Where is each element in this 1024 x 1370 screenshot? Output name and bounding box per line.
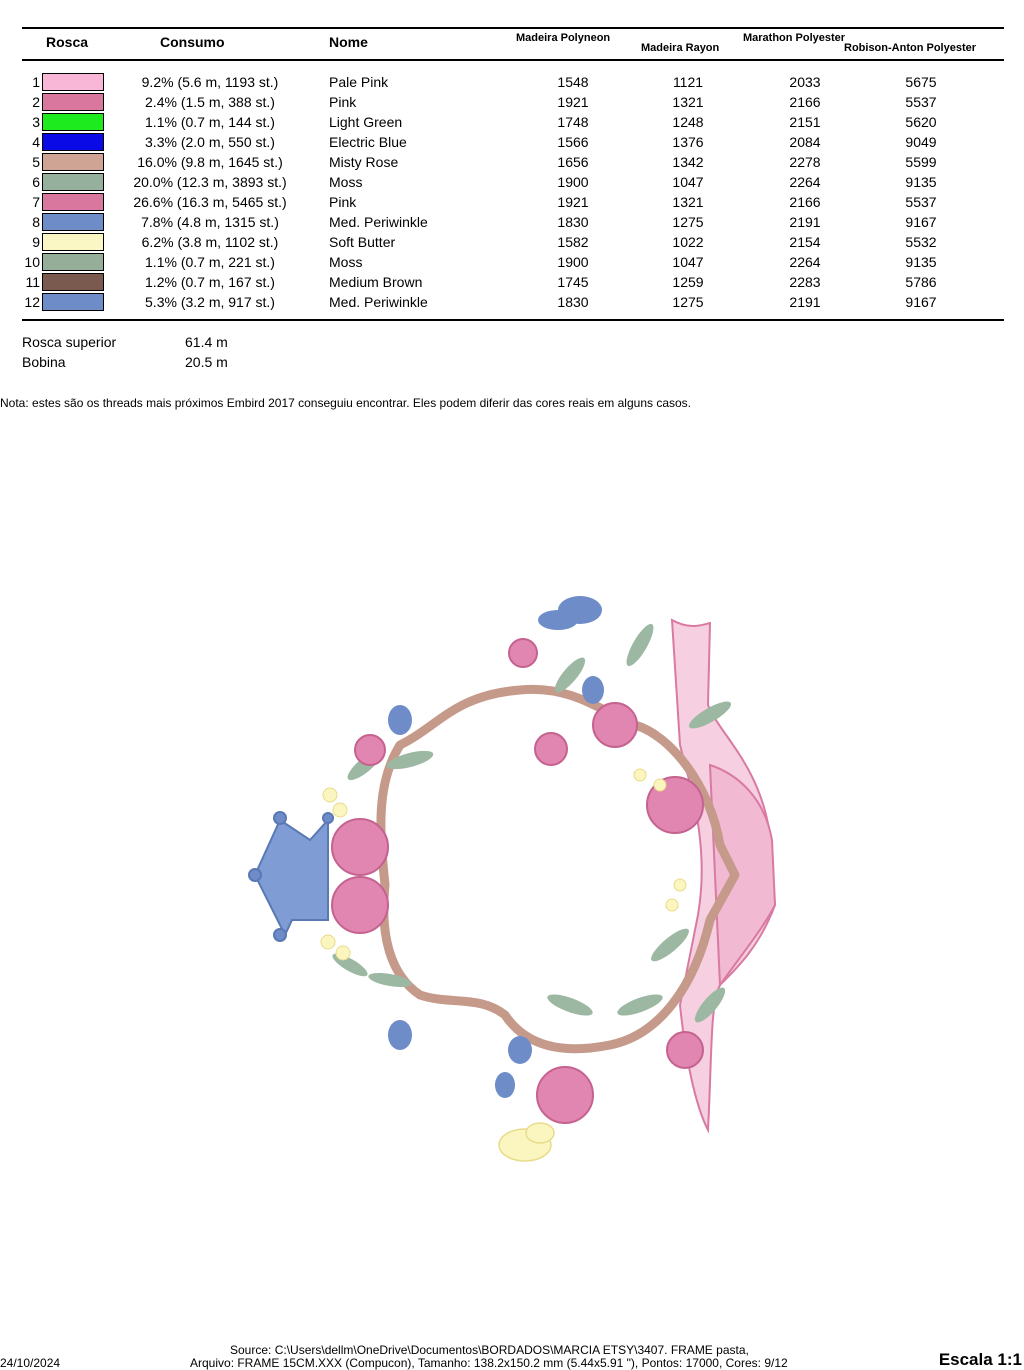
header-robison-anton: Robison-Anton Polyester <box>844 42 977 54</box>
robison-anton-code: 5599 <box>905 154 937 170</box>
table-row <box>0 72 1024 92</box>
footer-date: 24/10/2024 <box>0 1356 61 1370</box>
thread-number: 2 <box>32 94 40 110</box>
thread-number: 9 <box>32 234 40 250</box>
marathon-polyester-code: 2283 <box>789 274 821 290</box>
thread-name: Pale Pink <box>329 74 389 90</box>
thread-number: 1 <box>32 74 40 90</box>
table-row <box>0 112 1024 132</box>
butterfly-yellow-icon <box>499 1123 554 1161</box>
thread-name: Pink <box>329 94 357 110</box>
madeira-rayon-code: 1248 <box>672 114 704 130</box>
marathon-polyester-code: 2264 <box>789 254 821 270</box>
madeira-polyneon-code: 1656 <box>557 154 589 170</box>
color-swatch <box>42 193 104 211</box>
marathon-polyester-code: 2154 <box>789 234 821 250</box>
color-swatch <box>42 293 104 311</box>
thread-name: Medium Brown <box>329 274 423 290</box>
robison-anton-code: 5537 <box>905 94 937 110</box>
scale-label: Escala 1:1 <box>938 1350 1022 1369</box>
madeira-rayon-code: 1022 <box>672 234 704 250</box>
table-row <box>0 172 1024 192</box>
crown-icon <box>249 812 333 941</box>
header-marathon-polyester: Marathon Polyester <box>743 32 846 44</box>
thread-number: 3 <box>32 114 40 130</box>
madeira-polyneon-code: 1921 <box>557 194 589 210</box>
thread-number: 5 <box>32 154 40 170</box>
madeira-rayon-code: 1047 <box>672 174 704 190</box>
madeira-polyneon-code: 1900 <box>557 174 589 190</box>
thread-number: 4 <box>32 134 40 150</box>
thread-name: Moss <box>329 254 363 270</box>
header-consumo: Consumo <box>160 34 225 50</box>
marathon-polyester-code: 2264 <box>789 174 821 190</box>
footer-file-info: Arquivo: FRAME 15CM.XXX (Compucon), Tamanho: 138.2x150.2 mm (5.44x5.91 "), Pontos: 17000, Cores: 9/12 <box>190 1356 788 1370</box>
thread-number: 12 <box>24 294 40 310</box>
consumption: 5.3% (3.2 m, 917 st.) <box>145 294 275 310</box>
table-row <box>0 232 1024 252</box>
madeira-polyneon-code: 1921 <box>557 94 589 110</box>
color-swatch <box>42 133 104 151</box>
header-nome: Nome <box>329 34 368 50</box>
header-madeira-polyneon: Madeira Polyneon <box>516 32 611 44</box>
madeira-rayon-code: 1275 <box>672 214 704 230</box>
robison-anton-code: 9167 <box>905 294 937 310</box>
table-row <box>0 192 1024 212</box>
madeira-rayon-code: 1321 <box>672 94 704 110</box>
top-thread-label: Rosca superior <box>22 334 117 350</box>
marathon-polyester-code: 2191 <box>789 294 821 310</box>
madeira-polyneon-code: 1548 <box>557 74 589 90</box>
color-swatch <box>42 253 104 271</box>
color-swatch <box>42 173 104 191</box>
madeira-rayon-code: 1376 <box>672 134 704 150</box>
madeira-rayon-code: 1342 <box>672 154 704 170</box>
bobbin-value: 20.5 m <box>185 354 228 370</box>
madeira-rayon-code: 1047 <box>672 254 704 270</box>
madeira-polyneon-code: 1566 <box>557 134 589 150</box>
thread-name: Med. Periwinkle <box>329 294 428 310</box>
robison-anton-code: 5620 <box>905 114 937 130</box>
thread-name: Soft Butter <box>329 234 396 250</box>
robison-anton-code: 5532 <box>905 234 937 250</box>
madeira-rayon-code: 1121 <box>672 74 704 90</box>
madeira-polyneon-code: 1830 <box>557 214 589 230</box>
consumption: 1.1% (0.7 m, 144 st.) <box>145 114 275 130</box>
table-top-rule <box>22 27 1004 29</box>
thread-name: Med. Periwinkle <box>329 214 428 230</box>
header-madeira-rayon: Madeira Rayon <box>641 42 720 54</box>
marathon-polyester-code: 2191 <box>789 214 821 230</box>
top-thread-value: 61.4 m <box>185 334 228 350</box>
color-swatch <box>42 93 104 111</box>
marathon-polyester-code: 2033 <box>789 74 821 90</box>
table-row <box>0 252 1024 272</box>
table-row <box>0 152 1024 172</box>
table-bottom-rule <box>22 319 1004 321</box>
thread-number: 6 <box>32 174 40 190</box>
table-row <box>0 212 1024 232</box>
consumption: 20.0% (12.3 m, 3893 st.) <box>133 174 287 190</box>
madeira-rayon-code: 1259 <box>672 274 704 290</box>
table-row <box>0 272 1024 292</box>
madeira-polyneon-code: 1900 <box>557 254 589 270</box>
color-swatch <box>42 153 104 171</box>
thread-number: 8 <box>32 214 40 230</box>
consumption: 9.2% (5.6 m, 1193 st.) <box>141 74 279 90</box>
madeira-rayon-code: 1321 <box>672 194 704 210</box>
embroidery-design-preview <box>240 585 800 1175</box>
marathon-polyester-code: 2166 <box>789 94 821 110</box>
robison-anton-code: 5675 <box>905 74 937 90</box>
bobbin-label: Bobina <box>22 354 66 370</box>
consumption: 6.2% (3.8 m, 1102 st.) <box>141 234 279 250</box>
color-swatch <box>42 113 104 131</box>
robison-anton-code: 9135 <box>905 174 937 190</box>
blue-buds <box>388 676 604 1098</box>
marathon-polyester-code: 2151 <box>789 114 821 130</box>
robison-anton-code: 5786 <box>905 274 937 290</box>
header-rosca: Rosca <box>46 34 89 50</box>
consumption: 2.4% (1.5 m, 388 st.) <box>145 94 275 110</box>
footer-source: Source: C:\Users\dellm\OneDrive\Documentos\BORDADOS\MARCIA ETSY\3407. FRAME pasta, <box>230 1343 749 1357</box>
thread-name: Misty Rose <box>329 154 399 170</box>
robison-anton-code: 9135 <box>905 254 937 270</box>
table-row <box>0 132 1024 152</box>
color-swatch <box>42 213 104 231</box>
consumption: 7.8% (4.8 m, 1315 st.) <box>141 214 279 230</box>
consumption: 1.1% (0.7 m, 221 st.) <box>145 254 275 270</box>
consumption: 3.3% (2.0 m, 550 st.) <box>145 134 275 150</box>
thread-name: Pink <box>329 194 357 210</box>
color-swatch <box>42 273 104 291</box>
robison-anton-code: 5537 <box>905 194 937 210</box>
consumption: 16.0% (9.8 m, 1645 st.) <box>137 154 283 170</box>
color-swatch <box>42 233 104 251</box>
marathon-polyester-code: 2166 <box>789 194 821 210</box>
thread-number: 7 <box>32 194 40 210</box>
marathon-polyester-code: 2084 <box>789 134 821 150</box>
table-header-rule <box>22 59 1004 61</box>
thread-number: 11 <box>25 274 40 290</box>
thread-name: Moss <box>329 174 363 190</box>
madeira-rayon-code: 1275 <box>672 294 704 310</box>
thread-name: Light Green <box>329 114 403 130</box>
thread-number: 10 <box>24 254 40 270</box>
consumption: 1.2% (0.7 m, 167 st.) <box>145 274 275 290</box>
madeira-polyneon-code: 1582 <box>557 234 589 250</box>
butterfly-blue-icon <box>538 596 602 630</box>
color-swatch <box>42 73 104 91</box>
madeira-polyneon-code: 1748 <box>557 114 589 130</box>
marathon-polyester-code: 2278 <box>789 154 821 170</box>
disclaimer-note: Nota: estes são os threads mais próximos Embird 2017 conseguiu encontrar. Eles podem diferir das cores reais em alguns casos. <box>0 396 692 410</box>
robison-anton-code: 9167 <box>905 214 937 230</box>
table-row <box>0 292 1024 312</box>
robison-anton-code: 9049 <box>905 134 937 150</box>
madeira-polyneon-code: 1745 <box>557 274 589 290</box>
madeira-polyneon-code: 1830 <box>557 294 589 310</box>
consumption: 26.6% (16.3 m, 5465 st.) <box>133 194 287 210</box>
table-row <box>0 92 1024 112</box>
thread-name: Electric Blue <box>329 134 407 150</box>
